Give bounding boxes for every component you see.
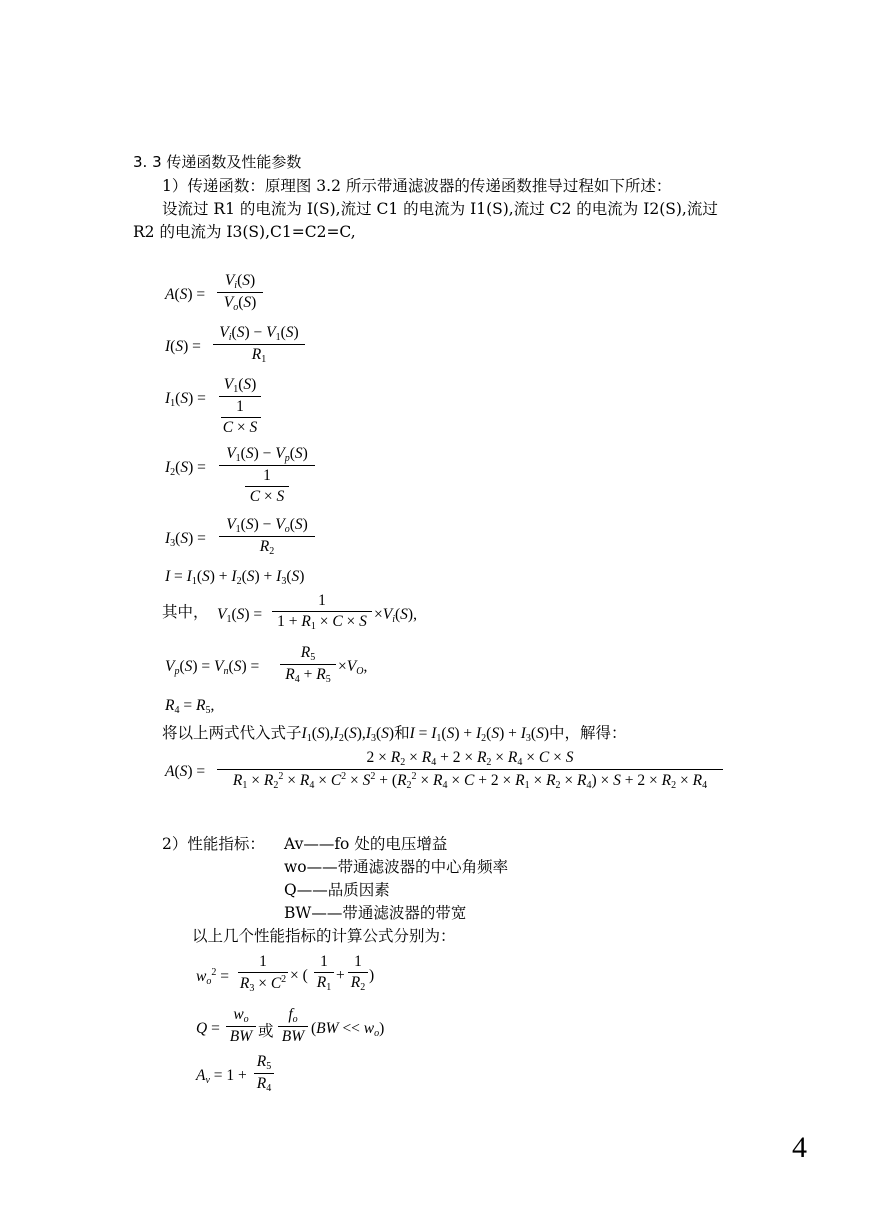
- equation-transfer-result: A(S) = $2 \times R_2 \times R_4 + 2 \times R_2 \times R_4 \times C \times S$ $R_1 \times R_2^2 \times R_4 \times C^2 \times S^2 + (R_2^2 \times R_4 \times C + 2 \times R_1 \times R_2 \times R_4) \times S + 2 \times R_2 \times R_4$: [165, 749, 735, 799]
- equation-v1: $V_1(S)$ = 1 $1 + R_1 \times C \times S$ $\times V_i(S)$,: [217, 592, 417, 632]
- substitute-mid: 和: [394, 724, 410, 742]
- performance-item-av: Av——fo 处的电压增益: [284, 835, 448, 853]
- or-text: 或: [258, 1022, 274, 1040]
- equation-voltage-gain: $A_v = 1$ + $R_5$ $R_4$: [196, 1053, 316, 1103]
- equation-current-i1: $I_1(S)$ = $V_1(S)$ 1 C × S: [165, 376, 285, 446]
- paragraph-line-2: R2 的电流为 I3(S),C1=C2=C,: [133, 223, 356, 241]
- equation-quality-factor: Q = $w_o$ BW 或 $f_o$ BW $(BW << w_o)$: [196, 1006, 385, 1045]
- substitute-text: 将以上两式代入式子: [162, 724, 302, 742]
- equation-current-i3: $I_3(S)$ = $V_1(S) - V_o(S)$ $R_2$: [165, 516, 335, 566]
- equation-current-i2: $I_2(S)$ = $V_1(S) - V_p(S)$ 1 C × S: [165, 445, 335, 515]
- where-label: 其中，: [162, 603, 209, 621]
- equation-current-sum: $I = I_1(S) + I_2(S) + I_3(S)$: [165, 568, 305, 587]
- intro-line: 1）传递函数：原理图 3.2 所示带通滤波器的传递函数推导过程如下所述：: [162, 177, 672, 195]
- equation-current-i: I(S) = $V_i(S) - V_1(S)$ $R_1$: [165, 324, 325, 374]
- equation-transfer-definition: A(S) = $V_i(S)$ $V_o(S)$: [165, 272, 285, 322]
- performance-label: 2）性能指标：: [162, 835, 265, 853]
- section-heading: 3. 3 传递函数及性能参数: [133, 153, 302, 171]
- performance-item-wo: wo——带通滤波器的中心角频率: [284, 858, 509, 876]
- substitute-end: 中，解得：: [549, 724, 627, 742]
- substitute-line: 将以上两式代入式子$I_1(S),I_2(S),I_3(S)$和$I = I_1(S) + I_2(S) + I_3(S)$中，解得：: [162, 724, 627, 744]
- performance-item-q: Q——品质因素: [284, 881, 390, 899]
- paragraph-line-1: 设流过 R1 的电流为 I(S),流过 C1 的电流为 I1(S),流过 C2 的电流为 I2(S),流过: [162, 200, 718, 218]
- page-number: 4: [792, 1131, 807, 1164]
- equation-center-frequency: $w_o^2$ = 1 $R_3 \times C^2$ × ( 1 $R_1$ + 1 $R_2$ ): [196, 953, 375, 994]
- formula-intro: 以上几个性能指标的计算公式分别为：: [192, 927, 456, 945]
- equation-vp: $V_p(S) = V_n(S)$ = $R_5$ $R_4 + R_5$ $\times V_O$,: [165, 644, 368, 685]
- performance-item-bw: BW——带通滤波器的带宽: [284, 904, 467, 922]
- equation-r4-r5: $R_4 = R_5$,: [165, 697, 215, 716]
